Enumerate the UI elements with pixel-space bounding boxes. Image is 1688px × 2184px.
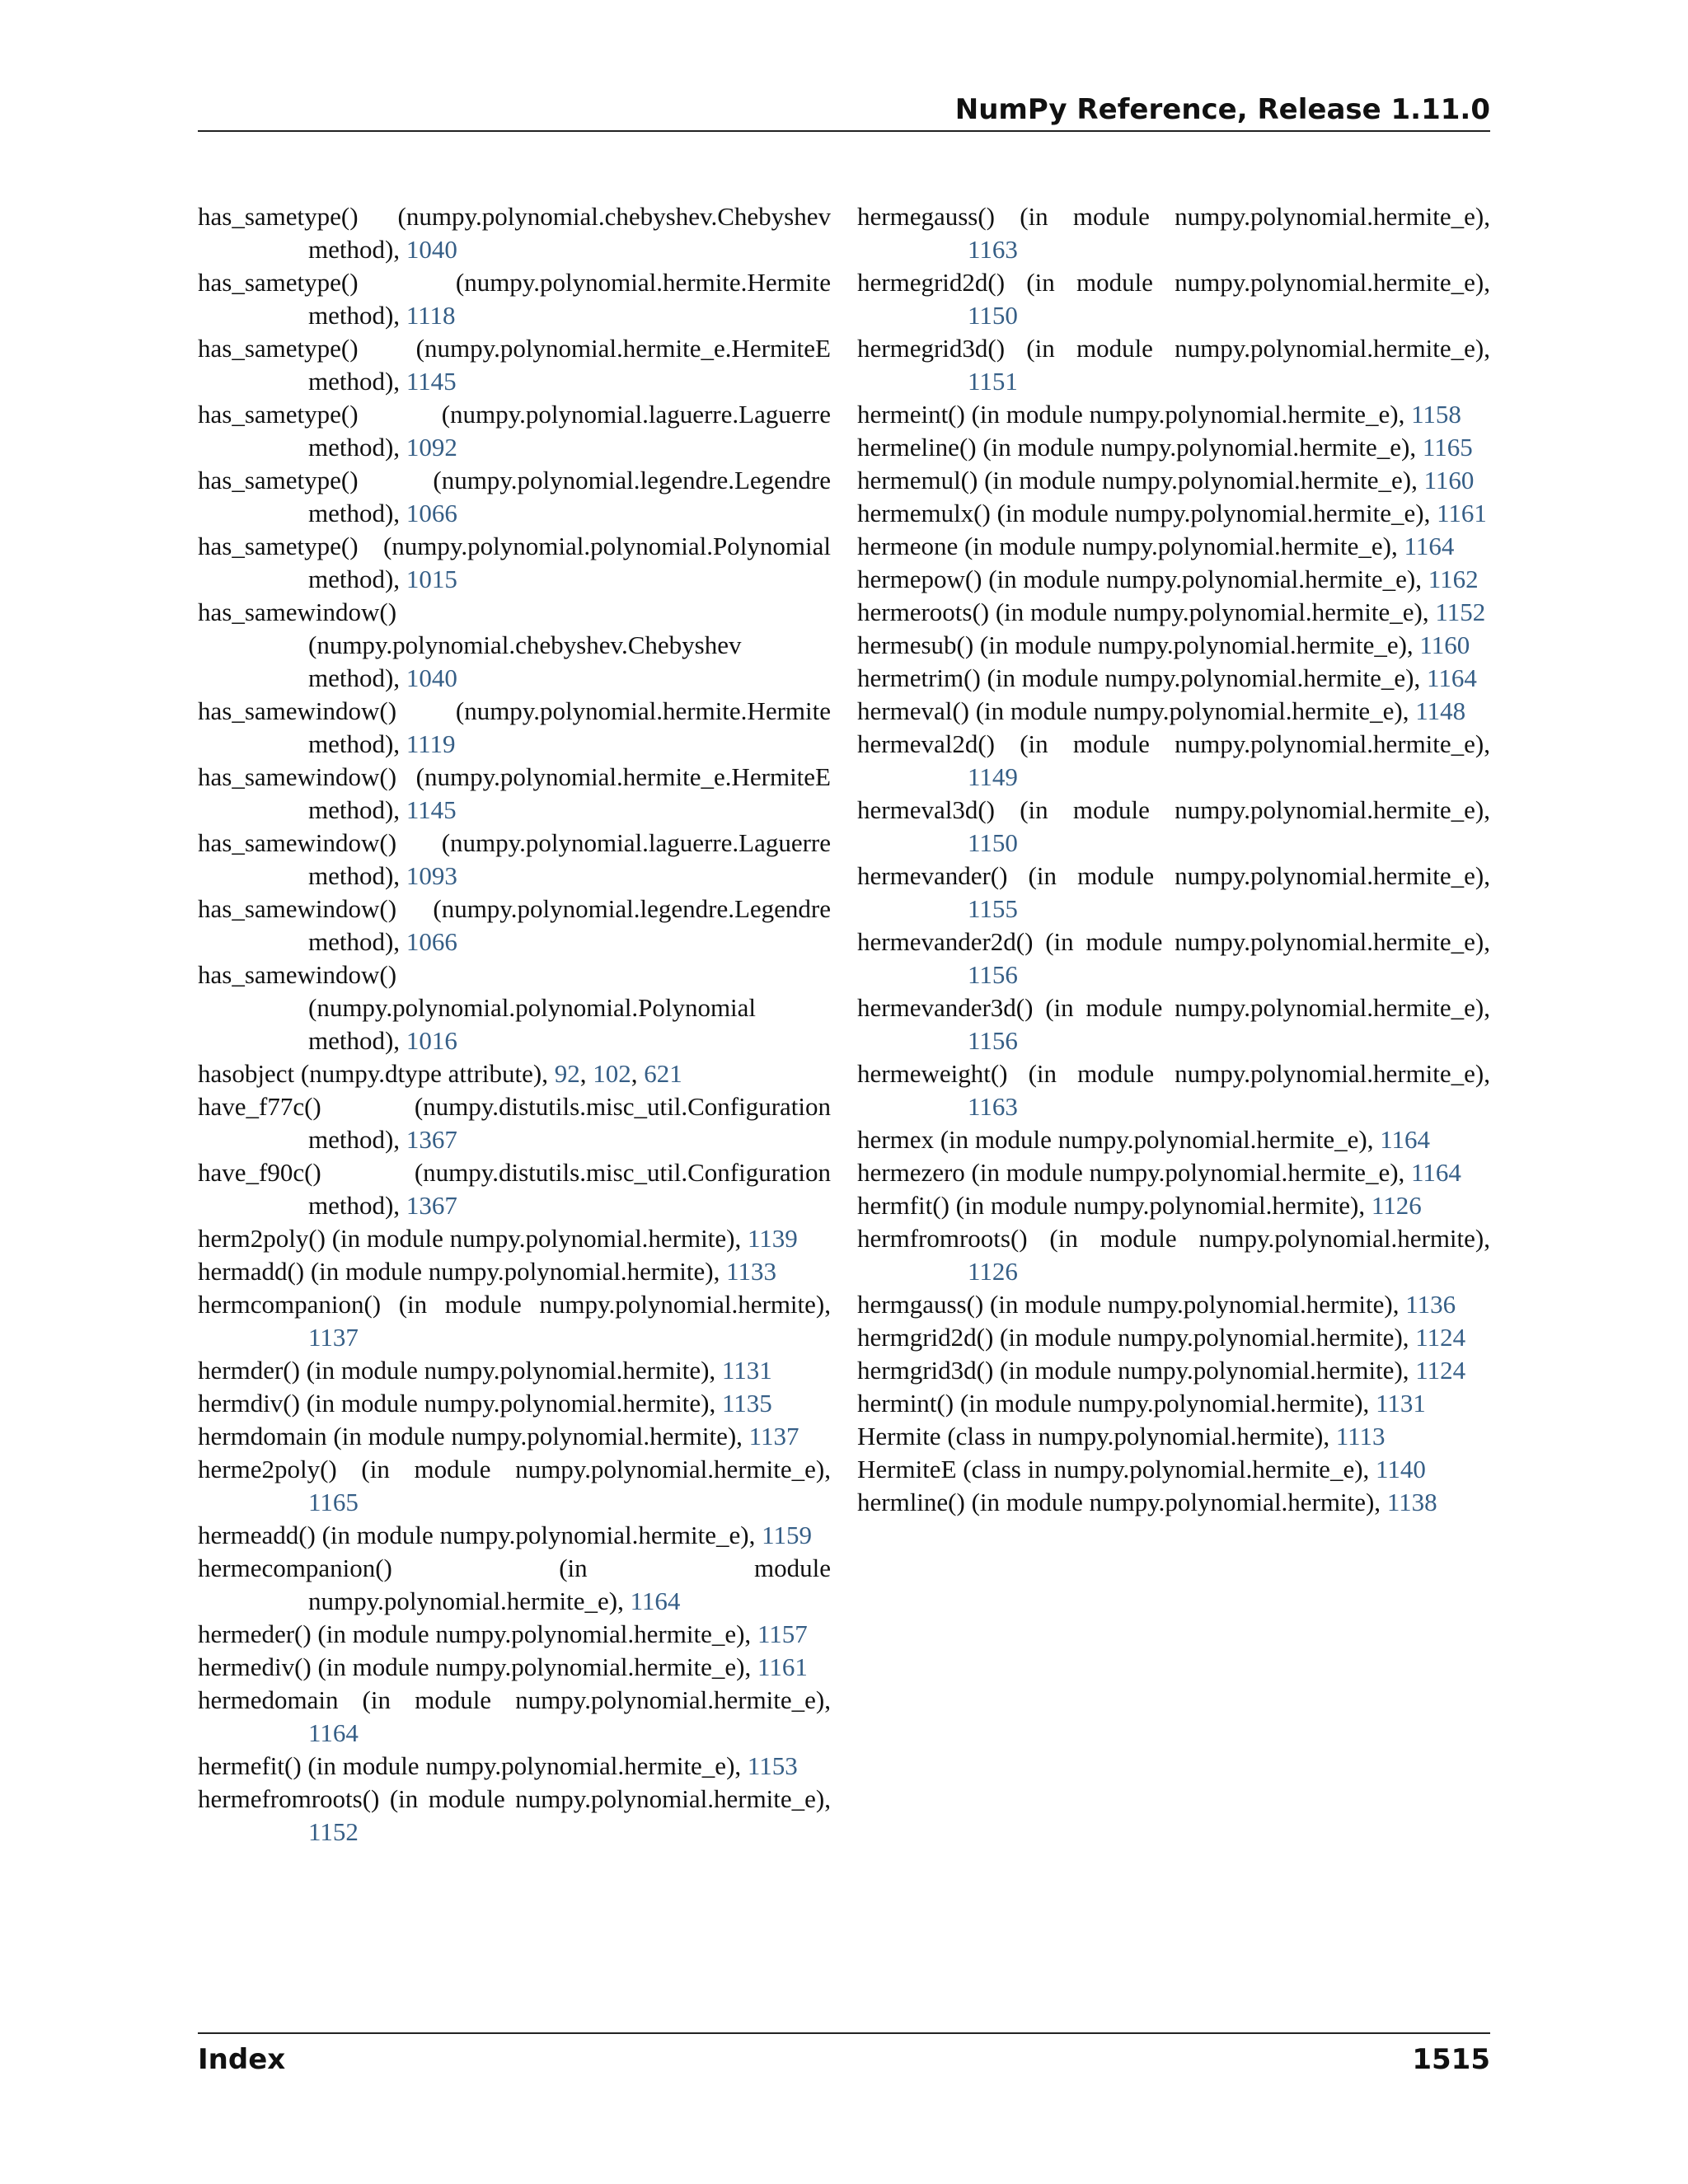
index-entry xyxy=(857,1420,1490,1453)
page-link[interactable]: 1367 xyxy=(406,1191,457,1220)
index-entry xyxy=(857,497,1490,530)
index-term: has_samewindow() (numpy.polynomial.legendre.Legendre method), xyxy=(198,894,831,956)
index-entry xyxy=(198,958,831,1057)
index-term: herm2poly() (in module numpy.polynomial.hermite), xyxy=(198,1224,742,1253)
index-term: hermevander2d() (in module numpy.polynomial.hermite_e), xyxy=(857,927,1490,956)
index-term: has_sametype() (numpy.polynomial.polynomial.Polynomial method), xyxy=(198,532,831,593)
index-term: hermegrid3d() (in module numpy.polynomial.hermite_e), xyxy=(857,334,1490,363)
page-link[interactable]: 1131 xyxy=(1376,1389,1426,1418)
index-term: hermefromroots() (in module numpy.polynomial.hermite_e), xyxy=(198,1784,831,1813)
index-term: hermediv() (in module numpy.polynomial.hermite_e), xyxy=(198,1652,752,1681)
page-link[interactable]: 1124 xyxy=(1415,1323,1466,1352)
page-link[interactable]: 1164 xyxy=(1411,1158,1461,1187)
index-column-left xyxy=(198,200,831,1849)
index-entry xyxy=(198,1156,831,1222)
page-link[interactable]: 1138 xyxy=(1386,1488,1437,1516)
index-entry xyxy=(857,1189,1490,1222)
page-link[interactable]: 1139 xyxy=(747,1224,798,1253)
index-term: has_sametype() (numpy.polynomial.hermite_e.HermiteE method), xyxy=(198,334,831,396)
index-entry xyxy=(857,629,1490,662)
index-entry xyxy=(198,1387,831,1420)
index-term: has_sametype() (numpy.polynomial.hermite.Hermite method), xyxy=(198,268,831,330)
index-entry xyxy=(857,332,1490,398)
page-link[interactable]: 1165 xyxy=(1422,433,1473,462)
index-entry xyxy=(857,728,1490,794)
index-term: hermesub() (in module numpy.polynomial.hermite_e), xyxy=(857,630,1414,659)
index-entry xyxy=(857,695,1490,728)
index-entry xyxy=(857,1387,1490,1420)
index-term: hermefit() (in module numpy.polynomial.hermite_e), xyxy=(198,1751,742,1780)
index-entry xyxy=(198,1783,831,1849)
page-header xyxy=(198,91,1490,132)
page-link[interactable]: 1135 xyxy=(721,1389,772,1418)
page-footer xyxy=(198,2032,1490,2079)
index-entry xyxy=(198,266,831,332)
index-entry xyxy=(857,991,1490,1057)
index-term: has_samewindow() (numpy.polynomial.hermite.Hermite method), xyxy=(198,696,831,758)
index-entry xyxy=(857,1288,1490,1321)
index-term: hermfromroots() (in module numpy.polynomial.hermite), xyxy=(857,1224,1490,1253)
index-column-right xyxy=(857,200,1490,1519)
page-link[interactable]: 1153 xyxy=(747,1751,798,1780)
page-link[interactable]: 1161 xyxy=(1437,499,1487,527)
index-term: has_samewindow() (numpy.polynomial.polynomial.Polynomial method), xyxy=(198,960,757,1055)
page-link[interactable]: 1164 xyxy=(1427,663,1477,692)
page-link[interactable]: 1163 xyxy=(968,1092,1018,1121)
page-link[interactable]: 1092 xyxy=(406,433,457,462)
index-term: has_samewindow() (numpy.polynomial.hermite_e.HermiteE method), xyxy=(198,762,831,824)
index-term: hermadd() (in module numpy.polynomial.hermite), xyxy=(198,1257,720,1286)
index-term: hermeweight() (in module numpy.polynomial.hermite_e), xyxy=(857,1059,1490,1088)
index-entry xyxy=(198,398,831,464)
page-link[interactable]: 1093 xyxy=(406,861,457,890)
page-link[interactable]: 1152 xyxy=(308,1817,359,1846)
index-term: hermder() (in module numpy.polynomial.hermite), xyxy=(198,1356,716,1385)
index-term: hermcompanion() (in module numpy.polynomial.hermite), xyxy=(198,1290,831,1319)
index-entry: hasobject (numpy.dtype attribute), 92, 102, 621 xyxy=(198,1059,682,1088)
page-link[interactable]: 1016 xyxy=(406,1026,457,1055)
index-entry xyxy=(198,530,831,596)
page-link[interactable]: 1040 xyxy=(406,663,457,692)
index-entry xyxy=(857,530,1490,563)
page-link[interactable]: 1066 xyxy=(406,499,457,527)
index-entry xyxy=(198,1651,831,1684)
page-link[interactable]: 92 xyxy=(554,1059,580,1088)
index-entry xyxy=(198,1552,831,1618)
index-term: hermeone (in module numpy.polynomial.hermite_e), xyxy=(857,532,1398,560)
index-entry xyxy=(198,1453,831,1519)
page-link[interactable]: 1164 xyxy=(1380,1125,1431,1154)
index-entry xyxy=(857,1222,1490,1288)
index-entry xyxy=(857,1123,1490,1156)
index-term: has_sametype() (numpy.polynomial.chebyshev.Chebyshev method), xyxy=(198,202,831,264)
index-term: hermgrid3d() (in module numpy.polynomial.hermite), xyxy=(857,1356,1409,1385)
index-entry xyxy=(198,1222,831,1255)
index-entry xyxy=(857,1057,1490,1123)
index-entry xyxy=(198,827,831,893)
index-entry xyxy=(198,332,831,398)
page-link[interactable]: 1140 xyxy=(1376,1455,1426,1483)
index-term: hermdomain (in module numpy.polynomial.hermite), xyxy=(198,1422,743,1451)
index-entry xyxy=(198,761,831,827)
page-link[interactable]: 1133 xyxy=(726,1257,776,1286)
index-term: hermdiv() (in module numpy.polynomial.hermite), xyxy=(198,1389,716,1418)
index-term: hermegauss() (in module numpy.polynomial.hermite_e), xyxy=(857,202,1490,231)
index-entry xyxy=(198,1420,831,1453)
index-term: hermeval3d() (in module numpy.polynomial.hermite_e), xyxy=(857,795,1490,824)
page-link[interactable]: 1163 xyxy=(968,235,1018,264)
page-link[interactable]: 1161 xyxy=(757,1652,808,1681)
index-entry xyxy=(857,431,1490,464)
index-entry xyxy=(857,1321,1490,1354)
index-entry xyxy=(198,464,831,530)
page-link[interactable]: 1156 xyxy=(968,960,1018,989)
page-link[interactable]: 1150 xyxy=(968,301,1018,330)
index-term: hermline() (in module numpy.polynomial.hermite), xyxy=(857,1488,1381,1516)
index-term: hermezero (in module numpy.polynomial.hermite_e), xyxy=(857,1158,1405,1187)
index-term: herme2poly() (in module numpy.polynomial.hermite_e), xyxy=(198,1455,831,1483)
page-link[interactable]: 621 xyxy=(644,1059,682,1088)
index-term: has_sametype() (numpy.polynomial.laguerre.Laguerre method), xyxy=(198,400,831,462)
page-link[interactable]: 1137 xyxy=(308,1323,359,1352)
document-title: NumPy Reference, Release 1.11.0 xyxy=(954,93,1490,126)
page-link[interactable]: 1015 xyxy=(406,565,457,593)
index-term: hermgrid2d() (in module numpy.polynomial.hermite), xyxy=(857,1323,1409,1352)
index-term: has_samewindow() (numpy.polynomial.laguerre.Laguerre method), xyxy=(198,828,831,890)
index-entry xyxy=(198,1288,831,1354)
index-entry xyxy=(857,662,1490,695)
page-link[interactable]: 1145 xyxy=(406,795,457,824)
index-term: hermevander3d() (in module numpy.polynomial.hermite_e), xyxy=(857,993,1490,1022)
index-entry xyxy=(857,200,1490,266)
page-link[interactable]: 1119 xyxy=(406,729,456,758)
index-entry xyxy=(857,794,1490,860)
page-link[interactable]: 1149 xyxy=(968,762,1018,791)
index-entry xyxy=(198,200,831,266)
index-term: hermgauss() (in module numpy.polynomial.hermite), xyxy=(857,1290,1400,1319)
page-link[interactable]: 1126 xyxy=(968,1257,1018,1286)
page-link[interactable]: 1160 xyxy=(1419,630,1470,659)
index-term: have_f90c() (numpy.distutils.misc_util.Configuration method), xyxy=(198,1158,831,1220)
page-link[interactable]: 1148 xyxy=(1415,696,1466,725)
page-link[interactable]: 1124 xyxy=(1415,1356,1466,1385)
index-entry xyxy=(198,1684,831,1750)
index-term: hermfit() (in module numpy.polynomial.hermite), xyxy=(857,1191,1366,1220)
index-term: hermetrim() (in module numpy.polynomial.hermite_e), xyxy=(857,663,1421,692)
index-term: HermiteE (class in numpy.polynomial.hermite_e), xyxy=(857,1455,1370,1483)
index-entry xyxy=(857,926,1490,991)
index-entry xyxy=(857,266,1490,332)
index-entry xyxy=(857,398,1490,431)
page-link[interactable]: 1164 xyxy=(308,1718,359,1747)
page-link[interactable]: 1126 xyxy=(1371,1191,1422,1220)
index-entry xyxy=(857,1453,1490,1486)
index-term: hermepow() (in module numpy.polynomial.hermite_e), xyxy=(857,565,1422,593)
index-term: hermeint() (in module numpy.polynomial.hermite_e), xyxy=(857,400,1405,429)
index-term: hermex (in module numpy.polynomial.hermite_e), xyxy=(857,1125,1374,1154)
index-term: has_samewindow() (numpy.polynomial.chebyshev.Chebyshev method), xyxy=(198,598,742,692)
index-term: hermeadd() (in module numpy.polynomial.hermite_e), xyxy=(198,1521,756,1549)
page-link[interactable]: 1160 xyxy=(1423,466,1475,494)
index-term: hermeroots() (in module numpy.polynomial.hermite_e), xyxy=(857,598,1429,626)
page-link[interactable]: 102 xyxy=(593,1059,631,1088)
index-entry xyxy=(857,860,1490,926)
index-entry xyxy=(857,464,1490,497)
page-link[interactable]: 1113 xyxy=(1335,1422,1386,1451)
page-link[interactable]: 1066 xyxy=(406,927,457,956)
index-term: hermevander() (in module numpy.polynomial.hermite_e), xyxy=(857,861,1490,890)
page-link[interactable]: 1156 xyxy=(968,1026,1018,1055)
section-name: Index xyxy=(198,2043,286,2076)
page-link[interactable]: 1145 xyxy=(406,367,457,396)
index-term: Hermite (class in numpy.polynomial.hermite), xyxy=(857,1422,1330,1451)
index-entry xyxy=(198,1255,831,1288)
page-link[interactable]: 1152 xyxy=(1435,598,1486,626)
page-number: 1515 xyxy=(1412,2043,1490,2076)
page-link[interactable]: 1150 xyxy=(968,828,1018,857)
index-term: hermemul() (in module numpy.polynomial.hermite_e), xyxy=(857,466,1418,494)
index-entry xyxy=(857,1354,1490,1387)
index-term: hermeder() (in module numpy.polynomial.hermite_e), xyxy=(198,1619,752,1648)
page-link[interactable]: 1136 xyxy=(1405,1290,1456,1319)
index-term: hermint() (in module numpy.polynomial.hermite), xyxy=(857,1389,1370,1418)
page-link[interactable]: 1165 xyxy=(308,1488,359,1516)
index-term: hermegrid2d() (in module numpy.polynomial.hermite_e), xyxy=(857,268,1490,297)
page-link[interactable]: 1157 xyxy=(757,1619,808,1648)
page-link[interactable]: 1155 xyxy=(968,894,1018,923)
index-term: has_sametype() (numpy.polynomial.legendre.Legendre method), xyxy=(198,466,831,527)
index-entry xyxy=(198,1519,831,1552)
page-link[interactable]: 1118 xyxy=(406,301,456,330)
page-link[interactable]: 1158 xyxy=(1411,400,1461,429)
index-term: hermeline() (in module numpy.polynomial.hermite_e), xyxy=(857,433,1417,462)
index-entry xyxy=(198,1354,831,1387)
index-entry xyxy=(198,1750,831,1783)
page-link[interactable]: 1367 xyxy=(406,1125,457,1154)
index-term: hasobject (numpy.dtype attribute), xyxy=(198,1059,548,1088)
index-entry xyxy=(857,1486,1490,1519)
index-entry xyxy=(198,893,831,958)
page-link[interactable]: 1040 xyxy=(406,235,457,264)
page-link[interactable]: 1131 xyxy=(721,1356,772,1385)
index-term: hermeval2d() (in module numpy.polynomial.hermite_e), xyxy=(857,729,1490,758)
index-entry xyxy=(857,596,1490,629)
index-term: hermeval() (in module numpy.polynomial.hermite_e), xyxy=(857,696,1409,725)
index-term: hermemulx() (in module numpy.polynomial.hermite_e), xyxy=(857,499,1431,527)
page-link[interactable]: 1164 xyxy=(1404,532,1455,560)
index-entry xyxy=(198,596,831,695)
index-term: hermedomain (in module numpy.polynomial.hermite_e), xyxy=(198,1685,831,1714)
page-link[interactable]: 1159 xyxy=(762,1521,812,1549)
index-term: have_f77c() (numpy.distutils.misc_util.Configuration method), xyxy=(198,1092,831,1154)
index-entry xyxy=(198,1090,831,1156)
page-link[interactable]: 1162 xyxy=(1428,565,1479,593)
page-link[interactable]: 1151 xyxy=(968,367,1018,396)
page-link[interactable]: 1164 xyxy=(630,1586,681,1615)
index-term: hermecompanion() (in module numpy.polynomial.hermite_e), xyxy=(198,1554,831,1615)
index-entry xyxy=(857,1156,1490,1189)
index-entry xyxy=(198,1618,831,1651)
index-entry xyxy=(198,695,831,761)
page-link[interactable]: 1137 xyxy=(748,1422,799,1451)
index-entry xyxy=(857,563,1490,596)
